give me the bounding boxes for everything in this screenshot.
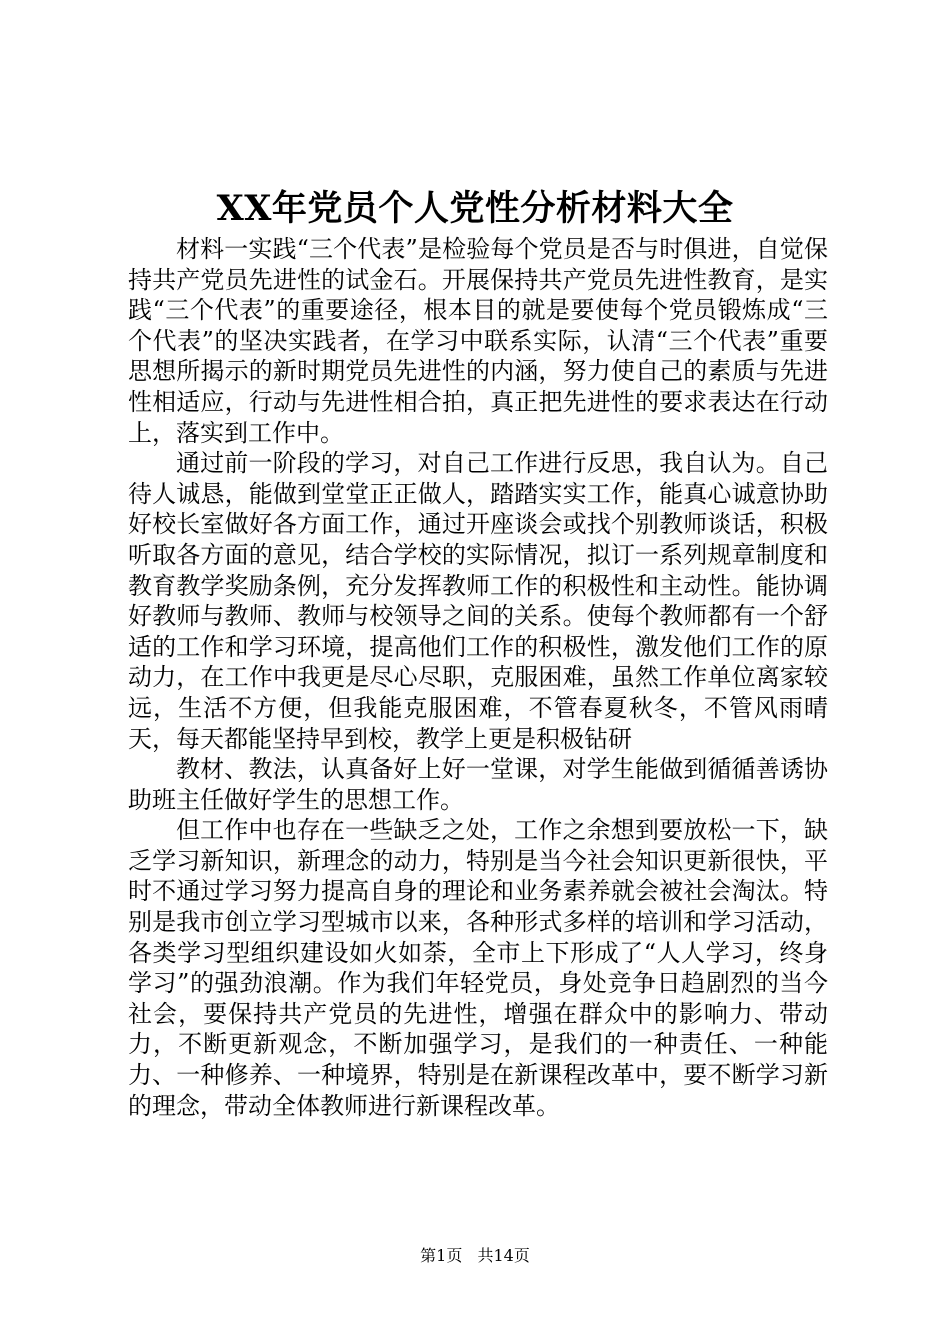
page-total: 共14页 [477, 1246, 530, 1265]
paragraph-3: 教材、教法，认真备好上好一堂课，对学生能做到循循善诱协助班主任做好学生的思想工作。 [128, 755, 828, 814]
document-title: XX年党员个人党性分析材料大全 [216, 188, 734, 229]
page-number: 第1页 [420, 1246, 463, 1265]
paragraph-4: 但工作中也存在一些缺乏之处，工作之余想到要放松一下，缺乏学习新知识，新理念的动力，特别是当今社会知识更新很快，平时不通过学习努力提高自身的理论和业务素养就会被社会淘汰。特别是我市创立学习型城市以来，各种形式多样的培训和学习活动，各类学习型组织建设如火如荼，全市上下形成了“人人学习，终身学习”的强劲浪潮。作为我们年轻党员，身处竞争日趋剧烈的当今社会，要保持共产党员的先进性，增强在群众中的影响力、带动力，不断更新观念，不断加强学习，是我们的一种责任、一种能力、一种修养、一种境界，特别是在新课程改革中，要不断学习新的理念，带动全体教师进行新课程改革。 [128, 816, 828, 1120]
page-footer [0, 1246, 950, 1266]
document-body [128, 234, 828, 1121]
paragraph-2: 通过前一阶段的学习，对自己工作进行反思，我自认为。自己待人诚恳，能做到堂堂正正做人，踏踏实实工作，能真心诚意协助好校长室做好各方面工作，通过开座谈会或找个别教师谈话，积极听取各方面的意见，结合学校的实际情况，拟订一系列规章制度和教育教学奖励条例，充分发挥教师工作的积极性和主动性。能协调好教师与教师、教师与校领导之间的关系。使每个教师都有一个舒适的工作和学习环境，提高他们工作的积极性，激发他们工作的原动力，在工作中我更是尽心尽职，克服困难，虽然工作单位离家较远，生活不方便，但我能克服困难，不管春夏秋冬，不管风雨晴天，每天都能坚持早到校，教学上更是积极钻研 [128, 449, 828, 753]
paragraph-1: 材料一实践“三个代表”是检验每个党员是否与时俱进，自觉保持共产党员先进性的试金石。开展保持共产党员先进性教育，是实践“三个代表”的重要途径，根本目的就是要使每个党员锻炼成“三个代表”的坚决实践者，在学习中联系实际，认清“三个代表”重要思想所揭示的新时期党员先进性的内涵，努力使自己的素质与先进性相适应，行动与先进性相合拍，真正把先进性的要求表达在行动上，落实到工作中。 [128, 235, 828, 447]
